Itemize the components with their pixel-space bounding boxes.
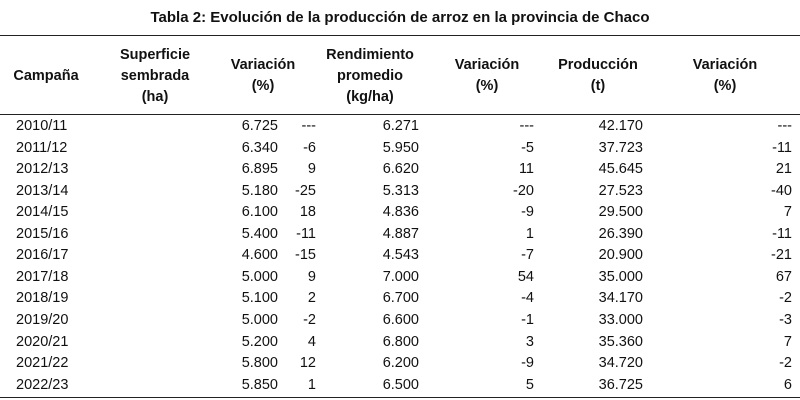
- header-line: promedio: [336, 67, 404, 84]
- table-cell: ---: [777, 118, 792, 134]
- header-produccion: [548, 40, 648, 112]
- table-cell: 4.543: [382, 247, 419, 264]
- header-line: (ha): [141, 88, 169, 105]
- table-cell: 9: [307, 161, 316, 178]
- header-campana: [10, 40, 82, 112]
- header-variacion-superficie: [218, 40, 308, 112]
- header-line: (%): [475, 78, 499, 94]
- table-cell: 2020/21: [16, 333, 69, 350]
- table-cell: 5.313: [382, 182, 419, 199]
- table-cell: 2017/18: [16, 268, 69, 285]
- table-cell: 34.720: [598, 355, 643, 372]
- table-cell: -25: [295, 182, 316, 199]
- table-row: [0, 267, 800, 288]
- table-cell: ---: [519, 118, 534, 134]
- table-cell: 4.887: [382, 225, 419, 242]
- table-cell: 5.200: [241, 333, 278, 350]
- table-cell: -3: [779, 311, 792, 328]
- table-cell: 54: [517, 268, 534, 285]
- table-cell: 26.390: [598, 225, 643, 242]
- table-cell: 5.100: [241, 290, 278, 307]
- header-line: (t): [590, 78, 606, 94]
- table-cell: 67: [775, 268, 792, 285]
- table-cell: 6.895: [241, 161, 278, 178]
- table-cell: 5: [525, 376, 534, 393]
- table-cell: ---: [301, 118, 316, 134]
- table-cell: 6.600: [382, 311, 419, 328]
- table-cell: 35.000: [598, 268, 643, 285]
- table-cell: 9: [307, 268, 316, 285]
- table-cell: -2: [779, 355, 792, 372]
- table-row: [0, 159, 800, 180]
- table-cell: 2: [307, 290, 316, 307]
- table-cell: -15: [295, 247, 316, 264]
- header-line: (kg/ha): [346, 88, 394, 105]
- table-cell: -11: [772, 225, 792, 242]
- header-variacion-rendimiento: [442, 40, 532, 112]
- table-cell: -21: [771, 247, 792, 264]
- table-cell: 2019/20: [16, 311, 69, 328]
- table-cell: -9: [521, 355, 534, 372]
- table-cell: 2015/16: [16, 225, 69, 242]
- table-cell: 1: [307, 376, 316, 393]
- table-cell: 33.000: [598, 311, 643, 328]
- table-cell: 20.900: [598, 247, 643, 264]
- header-rule: [0, 114, 800, 115]
- table-cell: -20: [513, 182, 534, 199]
- table-cell: -2: [303, 311, 316, 328]
- table-row: [0, 245, 800, 266]
- table-cell: -2: [779, 290, 792, 307]
- table-cell: 5.180: [241, 182, 278, 199]
- header-line: Variación: [692, 57, 758, 73]
- table-cell: -9: [521, 204, 534, 221]
- header-line: Campaña: [13, 67, 79, 84]
- table-cell: 6.340: [241, 139, 278, 156]
- table-cell: 2016/17: [16, 247, 69, 264]
- table-row: [0, 332, 800, 353]
- table-cell: 21: [775, 161, 792, 178]
- table-cell: 11: [518, 161, 534, 178]
- table-cell: -1: [521, 311, 534, 328]
- table-cell: 3: [525, 333, 534, 350]
- table-row: [0, 202, 800, 223]
- table-cell: 7: [783, 333, 792, 350]
- table-cell: -6: [303, 139, 316, 156]
- table-cell: 6.500: [382, 376, 419, 393]
- table-cell: 7: [783, 204, 792, 221]
- table-cell: 2011/12: [16, 139, 68, 156]
- table-cell: 37.723: [598, 139, 643, 156]
- table-cell: 42.170: [598, 118, 643, 134]
- table-cell: 12: [299, 355, 316, 372]
- table-cell: 2013/14: [16, 182, 69, 199]
- table-cell: 45.645: [598, 161, 643, 178]
- table-cell: 2021/22: [16, 355, 69, 372]
- table-cell: 35.360: [598, 333, 643, 350]
- table-row: [0, 353, 800, 374]
- table-cell: 2010/11: [16, 118, 68, 134]
- table-cell: 2014/15: [16, 204, 69, 221]
- table-cell: 5.000: [241, 311, 278, 328]
- table-cell: 2018/19: [16, 290, 69, 307]
- table-cell: 6: [783, 376, 792, 393]
- table-row: [0, 310, 800, 331]
- header-variacion-produccion: [680, 40, 770, 112]
- table-cell: 2022/23: [16, 376, 69, 393]
- table-cell: 6.200: [382, 355, 419, 372]
- table-cell: -5: [521, 139, 534, 156]
- header-line: Rendimiento: [326, 46, 414, 63]
- table-cell: -11: [296, 225, 316, 242]
- table-cell: 4: [307, 333, 316, 350]
- table-cell: -40: [771, 182, 792, 199]
- top-rule: [0, 35, 800, 36]
- table-cell: 27.523: [598, 182, 643, 199]
- table-row: [0, 138, 800, 159]
- table-cell: 4.600: [241, 247, 278, 264]
- table-row: [0, 224, 800, 245]
- table-cell: 5.400: [241, 225, 278, 242]
- header-line: Superficie: [119, 46, 191, 63]
- table-cell: 5.800: [241, 355, 278, 372]
- table-cell: 6.700: [382, 290, 419, 307]
- table-cell: 4.836: [382, 204, 419, 221]
- table-cell: 34.170: [598, 290, 643, 307]
- table-cell: 6.271: [382, 118, 419, 134]
- header-line: (%): [251, 78, 275, 94]
- header-line: Variación: [230, 57, 296, 73]
- header-superficie: [105, 40, 205, 112]
- table-cell: 5.850: [241, 376, 278, 393]
- table-cell: 5.950: [382, 139, 419, 156]
- table-cell: 29.500: [598, 204, 643, 221]
- table-cell: 1: [525, 225, 534, 242]
- header-line: sembrada: [120, 67, 190, 84]
- bottom-rule: [0, 397, 800, 398]
- table-row: [0, 181, 800, 202]
- header-line: Variación: [454, 57, 520, 73]
- table-cell: 7.000: [382, 268, 419, 285]
- table-cell: 5.000: [241, 268, 278, 285]
- table-cell: 6.800: [382, 333, 419, 350]
- table-cell: 18: [299, 204, 316, 221]
- table-cell: -7: [521, 247, 534, 264]
- table-cell: 36.725: [598, 376, 643, 393]
- table-cell: -4: [521, 290, 534, 307]
- header-line: Producción: [558, 57, 638, 73]
- header-line: (%): [713, 78, 737, 94]
- table-cell: -11: [772, 139, 792, 156]
- table-cell: 6.100: [241, 204, 278, 221]
- table-cell: 6.725: [241, 118, 278, 134]
- table-cell: 2012/13: [16, 161, 69, 178]
- header-rendimiento: [315, 40, 425, 112]
- table-cell: 6.620: [382, 161, 419, 178]
- table-row: [0, 375, 800, 396]
- table-row: [0, 116, 800, 137]
- table-row: [0, 288, 800, 309]
- table-title: Tabla 2: Evolución de la producción de arroz en la provincia de Chaco: [150, 9, 650, 26]
